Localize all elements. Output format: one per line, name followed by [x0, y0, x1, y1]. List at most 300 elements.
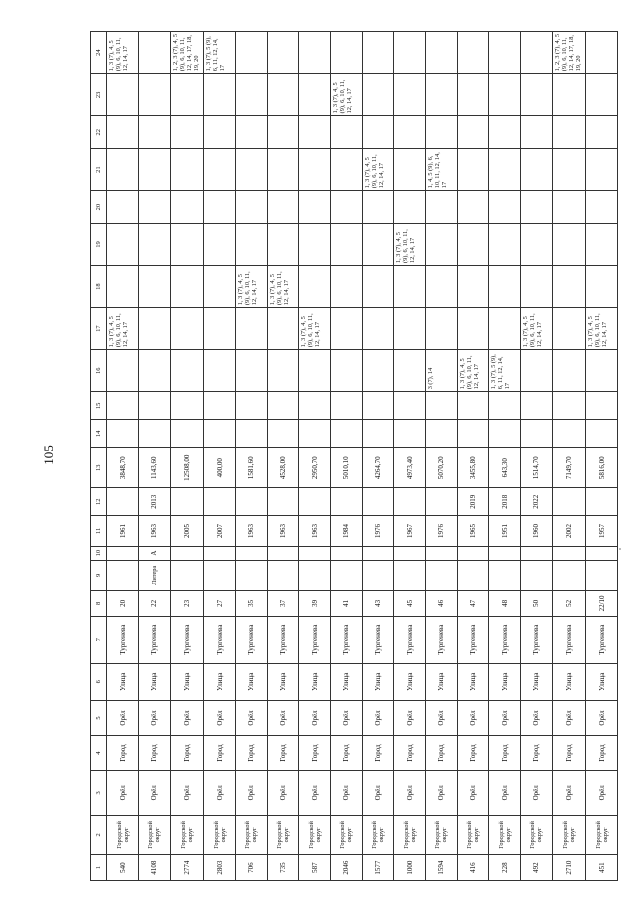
cell-col-12: 2018	[489, 488, 521, 516]
cell-col-2: Городской округ	[489, 815, 521, 855]
cell-col-22	[520, 116, 552, 149]
cell-col-11: 2007	[204, 516, 236, 546]
cell-col-21	[489, 149, 521, 191]
cell-col-22	[394, 116, 426, 149]
cell-col-13: 4973,40	[394, 448, 426, 488]
cell-col-6: Улица	[236, 663, 268, 700]
cell-col-17: 1, 3 (7), 4, 5 (9), 6, 10, 11, 12, 14, 17	[520, 308, 552, 350]
cell-col-2: Городской округ	[362, 815, 394, 855]
cell-col-3: Орёл	[170, 771, 204, 815]
cell-col-17	[394, 308, 426, 350]
cell-col-4: Город	[552, 736, 586, 771]
column-number: 10	[91, 546, 107, 560]
cell-col-13: 1143,60	[139, 448, 171, 488]
cell-col-1: 2710	[552, 855, 586, 881]
cell-col-21	[139, 149, 171, 191]
cell-col-4: Город	[586, 736, 618, 771]
cell-col-2: Городской округ	[267, 815, 299, 855]
cell-col-4: Город	[520, 736, 552, 771]
cell-col-7: Тургенева	[299, 616, 331, 663]
cell-col-21	[236, 149, 268, 191]
cell-col-17	[362, 308, 394, 350]
cell-col-14	[489, 420, 521, 448]
cell-col-4: Город	[170, 736, 204, 771]
cell-col-9: Литера	[139, 560, 171, 590]
cell-col-8: 41	[331, 591, 363, 617]
cell-col-5: Орёл	[267, 700, 299, 735]
cell-col-14	[552, 420, 586, 448]
cell-col-13: 643,30	[489, 448, 521, 488]
cell-col-2: Городской округ	[139, 815, 171, 855]
cell-col-1: 2046	[331, 855, 363, 881]
cell-col-9	[552, 560, 586, 590]
column-number: 15	[91, 392, 107, 420]
cell-col-10	[299, 546, 331, 560]
cell-col-1: 2774	[170, 855, 204, 881]
cell-col-6: Улица	[139, 663, 171, 700]
cell-col-2: Городской округ	[457, 815, 489, 855]
cell-col-20	[362, 191, 394, 224]
cell-col-4: Город	[299, 736, 331, 771]
cell-col-1: 451	[586, 855, 618, 881]
cell-col-15	[520, 392, 552, 420]
cell-col-8: 43	[362, 591, 394, 617]
cell-col-13: 3848,70	[107, 448, 139, 488]
cell-col-23	[457, 74, 489, 116]
cell-col-11: 2002	[552, 516, 586, 546]
cell-col-23	[107, 74, 139, 116]
cell-col-9	[170, 560, 204, 590]
column-number: 13	[91, 448, 107, 488]
cell-col-13: 4528,00	[267, 448, 299, 488]
cell-col-20	[107, 191, 139, 224]
cell-col-7: Тургенева	[204, 616, 236, 663]
cell-col-16: 1, 3 (7), 5 (9), 6, 11, 12, 14, 17	[489, 350, 521, 392]
cell-col-11: 1963	[299, 516, 331, 546]
table-row	[586, 32, 618, 881]
cell-col-9	[236, 560, 268, 590]
cell-col-24	[489, 32, 521, 74]
cell-col-17	[204, 308, 236, 350]
cell-col-6: Улица	[331, 663, 363, 700]
cell-col-20	[394, 191, 426, 224]
cell-col-11: 1976	[362, 516, 394, 546]
cell-col-1: 2803	[204, 855, 236, 881]
cell-col-10	[204, 546, 236, 560]
cell-col-18	[520, 266, 552, 308]
cell-col-15	[394, 392, 426, 420]
table-row	[394, 32, 426, 881]
cell-col-13: 5816,00	[586, 448, 618, 488]
cell-col-6: Улица	[299, 663, 331, 700]
cell-col-20	[586, 191, 618, 224]
cell-col-20	[236, 191, 268, 224]
cell-col-23	[362, 74, 394, 116]
cell-col-17: 1, 3 (7), 4, 5 (9), 6, 10, 11, 12, 14, 17	[299, 308, 331, 350]
cell-col-11: 1963	[236, 516, 268, 546]
cell-col-11: 1957	[586, 516, 618, 546]
cell-col-18	[457, 266, 489, 308]
cell-col-3: Орёл	[586, 771, 618, 815]
cell-col-9	[204, 560, 236, 590]
cell-col-1: 492	[520, 855, 552, 881]
cell-col-4: Город	[107, 736, 139, 771]
cell-col-5: Орёл	[139, 700, 171, 735]
cell-col-24: 1, 3 (7), 4, 5 (9), 6, 10, 11, 12, 14, 17	[107, 32, 139, 74]
cell-col-13: 12508,00	[170, 448, 204, 488]
cell-col-9	[107, 560, 139, 590]
column-number: 7	[91, 616, 107, 663]
cell-col-9	[520, 560, 552, 590]
column-number: 14	[91, 420, 107, 448]
cell-col-3: Орёл	[394, 771, 426, 815]
cell-col-19: 1, 3 (7), 4, 5 (9), 6, 10, 11, 12, 14, 17	[394, 223, 426, 265]
table-row	[331, 32, 363, 881]
cell-col-15	[139, 392, 171, 420]
cell-col-1: 228	[489, 855, 521, 881]
cell-col-16	[107, 350, 139, 392]
cell-col-2: Городской округ	[425, 815, 457, 855]
cell-col-10	[170, 546, 204, 560]
cell-col-14	[520, 420, 552, 448]
cell-col-21	[107, 149, 139, 191]
cell-col-14	[299, 420, 331, 448]
column-number: 9	[91, 560, 107, 590]
cell-col-15	[267, 392, 299, 420]
cell-col-16	[520, 350, 552, 392]
cell-col-10	[107, 546, 139, 560]
table-row	[362, 32, 394, 881]
cell-col-6: Улица	[586, 663, 618, 700]
cell-col-11: 1984	[331, 516, 363, 546]
cell-col-22	[552, 116, 586, 149]
cell-col-20	[204, 191, 236, 224]
cell-col-16	[267, 350, 299, 392]
cell-col-15	[362, 392, 394, 420]
cell-col-10	[425, 546, 457, 560]
rotated-table	[90, 31, 618, 881]
cell-col-21	[204, 149, 236, 191]
cell-col-18	[362, 266, 394, 308]
cell-col-8: 48	[489, 591, 521, 617]
cell-col-6: Улица	[107, 663, 139, 700]
cell-col-14	[107, 420, 139, 448]
cell-col-22	[489, 116, 521, 149]
cell-col-5: Орёл	[107, 700, 139, 735]
cell-col-11: 1960	[520, 516, 552, 546]
cell-col-24	[267, 32, 299, 74]
table-row	[489, 32, 521, 881]
cell-col-11: 1976	[425, 516, 457, 546]
cell-col-15	[425, 392, 457, 420]
cell-col-15	[489, 392, 521, 420]
cell-col-16	[204, 350, 236, 392]
cell-col-22	[299, 116, 331, 149]
cell-col-8: 46	[425, 591, 457, 617]
cell-col-16	[586, 350, 618, 392]
cell-col-17: 1, 3 (7), 4, 5 (9), 6, 10, 11, 12, 14, 17	[586, 308, 618, 350]
cell-col-4: Город	[457, 736, 489, 771]
table-row	[139, 32, 171, 881]
table-row	[267, 32, 299, 881]
cell-col-14	[236, 420, 268, 448]
column-number: 4	[91, 736, 107, 771]
cell-col-3: Орёл	[236, 771, 268, 815]
cell-col-16: 3 (7), 14	[425, 350, 457, 392]
cell-col-17	[170, 308, 204, 350]
cell-col-8: 52	[552, 591, 586, 617]
column-number: 6	[91, 663, 107, 700]
table-row	[299, 32, 331, 881]
column-number: 1	[91, 855, 107, 881]
cell-col-10	[362, 546, 394, 560]
cell-col-4: Город	[394, 736, 426, 771]
cell-col-4: Город	[331, 736, 363, 771]
cell-col-11: 2005	[170, 516, 204, 546]
cell-col-4: Город	[267, 736, 299, 771]
cell-col-18	[139, 266, 171, 308]
cell-col-6: Улица	[267, 663, 299, 700]
cell-col-11: 1951	[489, 516, 521, 546]
cell-col-3: Орёл	[489, 771, 521, 815]
cell-col-3: Орёл	[204, 771, 236, 815]
cell-col-9	[489, 560, 521, 590]
cell-col-20	[457, 191, 489, 224]
cell-col-19	[139, 223, 171, 265]
cell-col-12	[394, 488, 426, 516]
cell-col-12	[236, 488, 268, 516]
cell-col-18	[394, 266, 426, 308]
cell-col-16: 1, 3 (7), 4, 5 (9), 6, 10, 11, 12, 14, 17	[457, 350, 489, 392]
cell-col-8: 22	[139, 591, 171, 617]
cell-col-8: 22/10	[586, 591, 618, 617]
cell-col-5: Орёл	[489, 700, 521, 735]
table-row	[425, 32, 457, 881]
cell-col-18	[107, 266, 139, 308]
cell-col-7: Тургенева	[552, 616, 586, 663]
cell-col-10	[236, 546, 268, 560]
cell-col-20	[299, 191, 331, 224]
cell-col-20	[170, 191, 204, 224]
cell-col-24	[362, 32, 394, 74]
cell-col-24	[394, 32, 426, 74]
page-number: 105	[41, 445, 56, 465]
cell-col-22	[331, 116, 363, 149]
cell-col-5: Орёл	[552, 700, 586, 735]
cell-col-10	[586, 546, 618, 560]
cell-col-9	[457, 560, 489, 590]
cell-col-22	[107, 116, 139, 149]
cell-col-22	[170, 116, 204, 149]
column-number: 20	[91, 191, 107, 224]
cell-col-2: Городской округ	[236, 815, 268, 855]
cell-col-6: Улица	[362, 663, 394, 700]
cell-col-2: Городской округ	[520, 815, 552, 855]
cell-col-10	[331, 546, 363, 560]
cell-col-2: Городской округ	[552, 815, 586, 855]
cell-col-13: 1514,70	[520, 448, 552, 488]
cell-col-6: Улица	[457, 663, 489, 700]
cell-col-6: Улица	[204, 663, 236, 700]
cell-col-11: 1967	[394, 516, 426, 546]
cell-col-15	[236, 392, 268, 420]
cell-col-7: Тургенева	[362, 616, 394, 663]
cell-col-22	[139, 116, 171, 149]
cell-col-9	[586, 560, 618, 590]
cell-col-3: Орёл	[139, 771, 171, 815]
cell-col-2: Городской округ	[586, 815, 618, 855]
cell-col-12	[299, 488, 331, 516]
cell-col-14	[425, 420, 457, 448]
table-row	[457, 32, 489, 881]
cell-col-12	[204, 488, 236, 516]
cell-col-23	[425, 74, 457, 116]
cell-col-3: Орёл	[425, 771, 457, 815]
cell-col-7: Тургенева	[331, 616, 363, 663]
cell-col-12	[586, 488, 618, 516]
cell-col-13: 2950,70	[299, 448, 331, 488]
cell-col-11: 1963	[267, 516, 299, 546]
cell-col-24	[139, 32, 171, 74]
cell-col-7: Тургенева	[394, 616, 426, 663]
cell-col-3: Орёл	[457, 771, 489, 815]
cell-col-4: Город	[362, 736, 394, 771]
cell-col-10	[267, 546, 299, 560]
cell-col-1: 587	[299, 855, 331, 881]
cell-col-23	[204, 74, 236, 116]
cell-col-4: Город	[204, 736, 236, 771]
cell-col-18	[489, 266, 521, 308]
cell-col-13: 5010,10	[331, 448, 363, 488]
cell-col-23	[552, 74, 586, 116]
cell-col-22	[204, 116, 236, 149]
cell-col-8: 23	[170, 591, 204, 617]
cell-col-7: Тургенева	[520, 616, 552, 663]
cell-col-16	[362, 350, 394, 392]
cell-col-9	[362, 560, 394, 590]
cell-col-20	[331, 191, 363, 224]
cell-col-14	[139, 420, 171, 448]
cell-col-3: Орёл	[362, 771, 394, 815]
cell-col-21	[267, 149, 299, 191]
cell-col-12	[107, 488, 139, 516]
cell-col-4: Город	[139, 736, 171, 771]
cell-col-24	[520, 32, 552, 74]
cell-col-16	[394, 350, 426, 392]
cell-col-23	[170, 74, 204, 116]
cell-col-12	[362, 488, 394, 516]
cell-col-13: 7149,70	[552, 448, 586, 488]
cell-col-14	[170, 420, 204, 448]
cell-col-18	[552, 266, 586, 308]
column-number: 11	[91, 516, 107, 546]
cell-col-18	[170, 266, 204, 308]
cell-col-12	[267, 488, 299, 516]
cell-col-9	[299, 560, 331, 590]
cell-col-8: 50	[520, 591, 552, 617]
cell-col-21	[586, 149, 618, 191]
cell-col-16	[331, 350, 363, 392]
cell-col-19	[489, 223, 521, 265]
cell-col-19	[331, 223, 363, 265]
cell-col-23: 1, 3 (7), 4, 5 (9), 6, 10, 11, 12, 14, 17	[331, 74, 363, 116]
cell-col-21	[457, 149, 489, 191]
cell-col-1: 416	[457, 855, 489, 881]
cell-col-18	[586, 266, 618, 308]
cell-col-18	[299, 266, 331, 308]
cell-col-12: 2019	[457, 488, 489, 516]
cell-col-15	[586, 392, 618, 420]
cell-col-17	[236, 308, 268, 350]
cell-col-19	[107, 223, 139, 265]
cell-col-2: Городской округ	[331, 815, 363, 855]
cell-col-15	[552, 392, 586, 420]
cell-col-2: Городской округ	[299, 815, 331, 855]
cell-col-11: 1965	[457, 516, 489, 546]
cell-col-7: Тургенева	[107, 616, 139, 663]
cell-col-5: Орёл	[394, 700, 426, 735]
cell-col-12	[425, 488, 457, 516]
cell-col-24	[331, 32, 363, 74]
cell-col-23	[267, 74, 299, 116]
cell-col-3: Орёл	[520, 771, 552, 815]
cell-col-23	[299, 74, 331, 116]
cell-col-11: 1961	[107, 516, 139, 546]
cell-col-11: 1963	[139, 516, 171, 546]
cell-col-22	[362, 116, 394, 149]
cell-col-13: 5070,20	[425, 448, 457, 488]
cell-col-8: 37	[267, 591, 299, 617]
cell-col-12	[552, 488, 586, 516]
cell-col-18	[204, 266, 236, 308]
cell-col-19	[170, 223, 204, 265]
cell-col-5: Орёл	[204, 700, 236, 735]
cell-col-5: Орёл	[457, 700, 489, 735]
cell-col-23	[236, 74, 268, 116]
cell-col-16	[139, 350, 171, 392]
cell-col-5: Орёл	[236, 700, 268, 735]
column-number: 18	[91, 266, 107, 308]
cell-col-8: 35	[236, 591, 268, 617]
cell-col-6: Улица	[520, 663, 552, 700]
cell-col-1: 1577	[362, 855, 394, 881]
cell-col-18	[425, 266, 457, 308]
cell-col-6: Улица	[489, 663, 521, 700]
cell-col-17	[552, 308, 586, 350]
cell-col-8: 47	[457, 591, 489, 617]
table-row	[552, 32, 586, 881]
cell-col-21	[520, 149, 552, 191]
cell-col-16	[299, 350, 331, 392]
column-number: 24	[91, 32, 107, 74]
cell-col-10	[457, 546, 489, 560]
cell-col-18: 1, 3 (7), 4, 5 (9), 6, 10, 11, 12, 14, 17	[267, 266, 299, 308]
cell-col-3: Орёл	[552, 771, 586, 815]
cell-col-13: 400,00	[204, 448, 236, 488]
cell-col-7: Тургенева	[457, 616, 489, 663]
column-number: 21	[91, 149, 107, 191]
cell-col-9	[267, 560, 299, 590]
cell-col-1: 706	[236, 855, 268, 881]
cell-col-17	[331, 308, 363, 350]
cell-col-3: Орёл	[331, 771, 363, 815]
cell-col-22	[457, 116, 489, 149]
cell-col-14	[586, 420, 618, 448]
cell-col-6: Улица	[394, 663, 426, 700]
cell-col-14	[394, 420, 426, 448]
cell-col-15	[299, 392, 331, 420]
cell-col-21: 1, 4, 5 (9), 6, 10, 11, 12, 14, 17	[425, 149, 457, 191]
